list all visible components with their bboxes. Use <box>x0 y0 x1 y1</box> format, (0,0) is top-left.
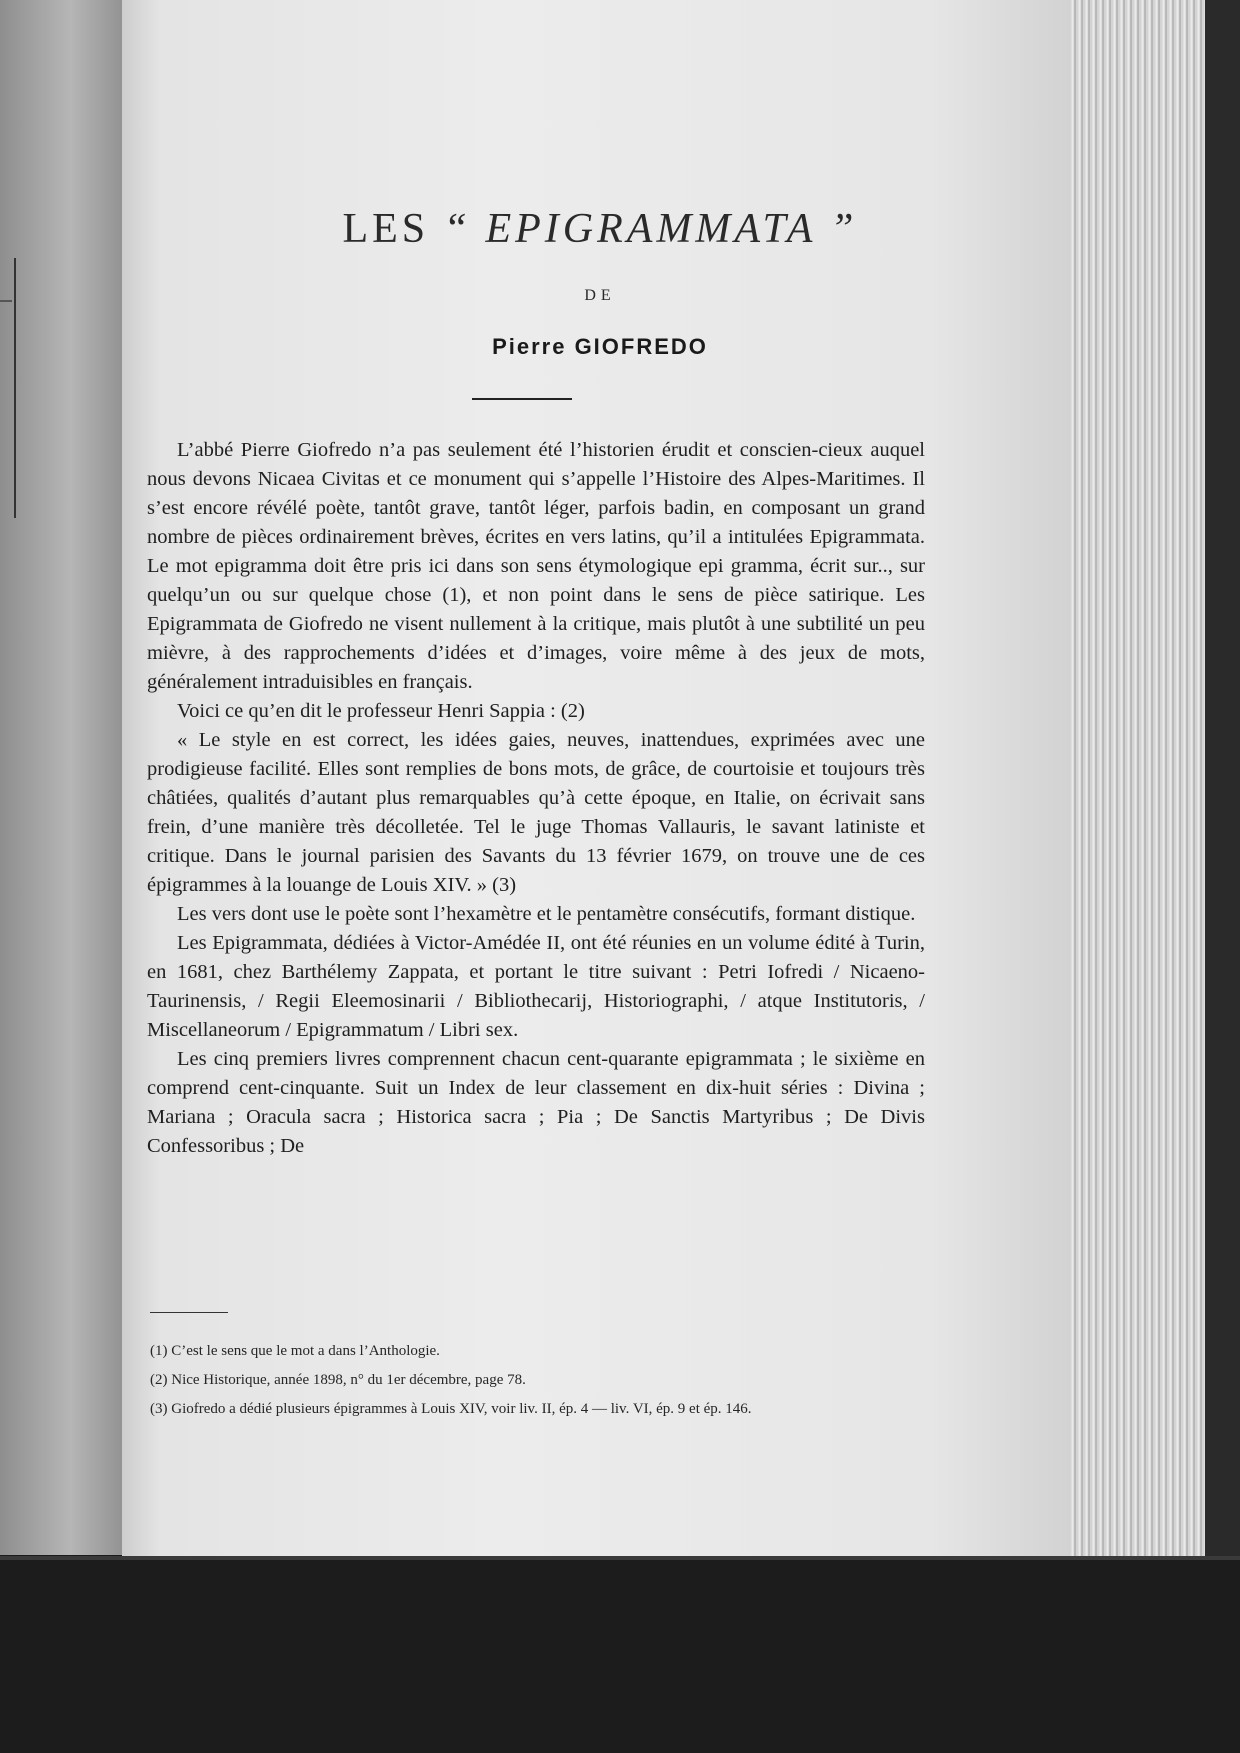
footnotes <box>150 1337 950 1424</box>
title-rule <box>472 398 572 400</box>
footnote: (3) Giofredo a dédié plusieurs épigrammes à Louis XIV, voir liv. II, ép. 4 — liv. VI, ép. 9 et ép. 146. <box>150 1401 752 1417</box>
quote-paragraph: « Le style en est correct, les idées gaies, neuves, inattendues, exprimées avec une prodigieuse facilité. Elles sont remplies de bons mots, de grâce, de courtoisie et toujours très châtiées, qualités d’autant plus remarquables qu’à cette époque, en Italie, on écrivait sans frein, d’une manière très décolletée. Tel le juge Thomas Vallauris, le savant latiniste et critique. Dans le journal parisien des Savants du 13 février 1679, on trouve une de ces épigrammes à la louange de Louis XIV. » (3) <box>147 729 925 896</box>
title-main: “ EPIGRAMMATA ” <box>443 206 858 252</box>
paragraph: Les vers dont use le poète sont l’hexamètre et le pentamètre consécutifs, formant distique. <box>177 903 916 925</box>
title-de: DE <box>584 287 616 304</box>
paragraph: L’abbé Pierre Giofredo n’a pas seulement été l’historien érudit et conscien-cieux auquel nous devons Nicaea Civitas et ce monument qui s’appelle l’Histoire des Alpes-Maritimes. Il s’est encore révélé poète, tantôt grave, tantôt léger, parfois badin, en composant un grand nombre de pièces ordinairement brèves, écrites en vers latins, qu’il a intitulées Epigrammata. Le mot epigramma doit être pris ici dans son sens étymologique epi gramma, écrit sur.., sur quelqu’un ou sur quelque chose (1), et non point dans le sens de pièce satirique. Les Epigrammata de Giofredo ne visent nullement à la critique, mais plutôt à une subtilité un peu mièvre, à des rapprochements d’idées et d’images, voire même à des jeux de mots, généralement intraduisibles en français. <box>147 439 925 693</box>
title-prefix: LES <box>342 206 430 252</box>
footnote-rule <box>150 1312 228 1313</box>
article-title <box>120 205 1080 253</box>
paragraph: Voici ce qu’en dit le professeur Henri Sappia : (2) <box>177 700 585 722</box>
author-name: Pierre GIOFREDO <box>492 334 708 359</box>
paragraph: Les Epigrammata, dédiées à Victor-Amédée II, ont été réunies en un volume édité à Turin, en 1681, chez Barthélemy Zappata, et portant le titre suivant : Petri Iofredi / Nicaeno-Taurinensis, / Regii Eleemosinarii / Bibliothecarij, Historiographi, / atque Institutoris, / Miscellaneorum / Epigrammatum / Libri sex. <box>147 932 925 1041</box>
article-body <box>147 436 925 1161</box>
paragraph: Les cinq premiers livres comprennent chacun cent-quarante epigrammata ; le sixième en comprend cent-cinquante. Suit un Index de leur classement en dix-huit séries : Divina ; Mariana ; Oracula sacra ; Historica sacra ; Pia ; De Sanctis Martyribus ; De Divis Confessoribus ; De <box>147 1048 925 1157</box>
footnote: (2) Nice Historique, année 1898, n° du 1er décembre, page 78. <box>150 1372 526 1388</box>
footnote: (1) C’est le sens que le mot a dans l’Anthologie. <box>150 1343 440 1359</box>
